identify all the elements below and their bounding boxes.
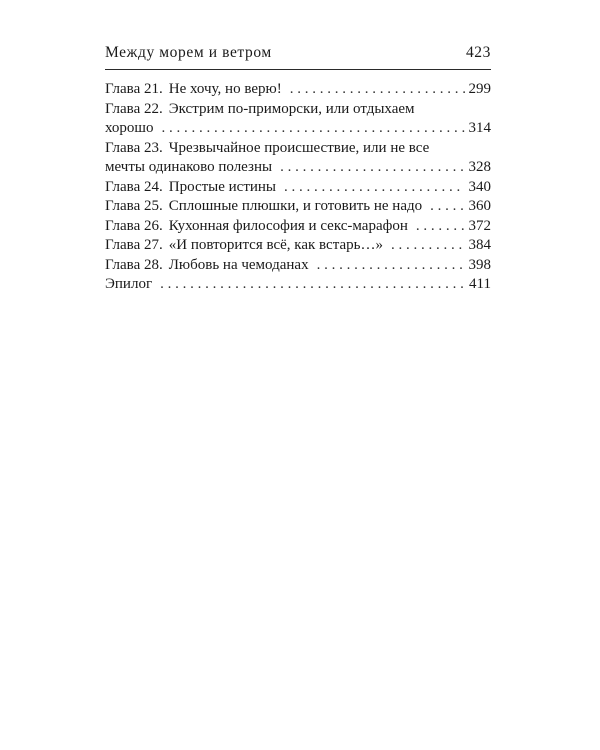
toc-entry-label: Глава 24.	[105, 178, 163, 195]
toc-entry-chapter-23	[105, 139, 491, 178]
toc-entry-label: Эпилог	[105, 276, 153, 292]
header-rule	[105, 69, 491, 70]
toc-entry-chapter-22	[105, 100, 491, 139]
toc-entry-page: 372	[468, 217, 491, 234]
toc-entry-title-continued: мечты одинаково полезны	[105, 159, 273, 175]
toc-entry-page: 398	[468, 256, 491, 273]
toc-entry-label: Глава 28.	[105, 256, 163, 273]
toc-entry-label: Глава 26.	[105, 217, 163, 234]
toc-entry-title: Чрезвычайное происшествие, или не все	[168, 139, 430, 156]
toc-entry-chapter-26	[105, 217, 491, 237]
toc-entry-label: Глава 23.	[105, 139, 163, 156]
toc-entry-title: Любовь на чемоданах	[168, 256, 309, 273]
leader-dots	[276, 178, 465, 198]
toc-entry-chapter-25	[105, 197, 491, 217]
toc-entry-page: 411	[469, 276, 491, 292]
toc-entry-page: 360	[468, 198, 491, 214]
leader-dots	[282, 80, 465, 100]
toc-entry-epilogue	[105, 275, 491, 295]
toc-entry-page: 328	[468, 159, 491, 175]
toc-entry-chapter-28	[105, 256, 491, 276]
toc-entry-label: Глава 22.	[105, 100, 163, 117]
toc-entry-page: 299	[468, 81, 491, 97]
leader-dots	[422, 197, 465, 217]
toc-entry-label: Глава 25.	[105, 198, 163, 214]
leader-dots	[153, 119, 465, 139]
toc-entry-chapter-21	[105, 80, 491, 100]
toc-entry-title-continued: хорошо	[105, 120, 154, 136]
leader-dots	[309, 256, 465, 276]
toc-entry-title: Кухонная философия и секс-марафон	[168, 217, 408, 234]
toc-entry-label: Глава 27.	[105, 237, 163, 253]
toc-entry-chapter-27	[105, 236, 491, 256]
leader-dots	[152, 275, 465, 295]
running-header	[105, 40, 491, 62]
toc-entry-page: 340	[468, 178, 491, 195]
header-page-number: 423	[465, 44, 491, 61]
toc-entry-page: 384	[468, 237, 491, 253]
leader-dots	[408, 217, 465, 237]
toc-entry-title: Сплошные плюшки, и готовить не надо	[168, 198, 423, 214]
toc-entry-page: 314	[468, 120, 491, 136]
toc-entry-title: «И повторится всё, как встарь…»	[168, 237, 383, 253]
leader-dots	[383, 236, 465, 256]
table-of-contents	[105, 80, 491, 295]
toc-entry-title: Простые истины	[168, 178, 277, 195]
toc-entry-title: Экстрим по-приморски, или отдыхаем	[168, 100, 415, 117]
toc-entry-chapter-24	[105, 178, 491, 198]
toc-entry-label: Глава 21.	[105, 81, 163, 97]
running-title: Между морем и ветром	[105, 44, 272, 61]
toc-entry-title: Не хочу, но верю!	[168, 81, 282, 97]
leader-dots	[272, 158, 465, 178]
